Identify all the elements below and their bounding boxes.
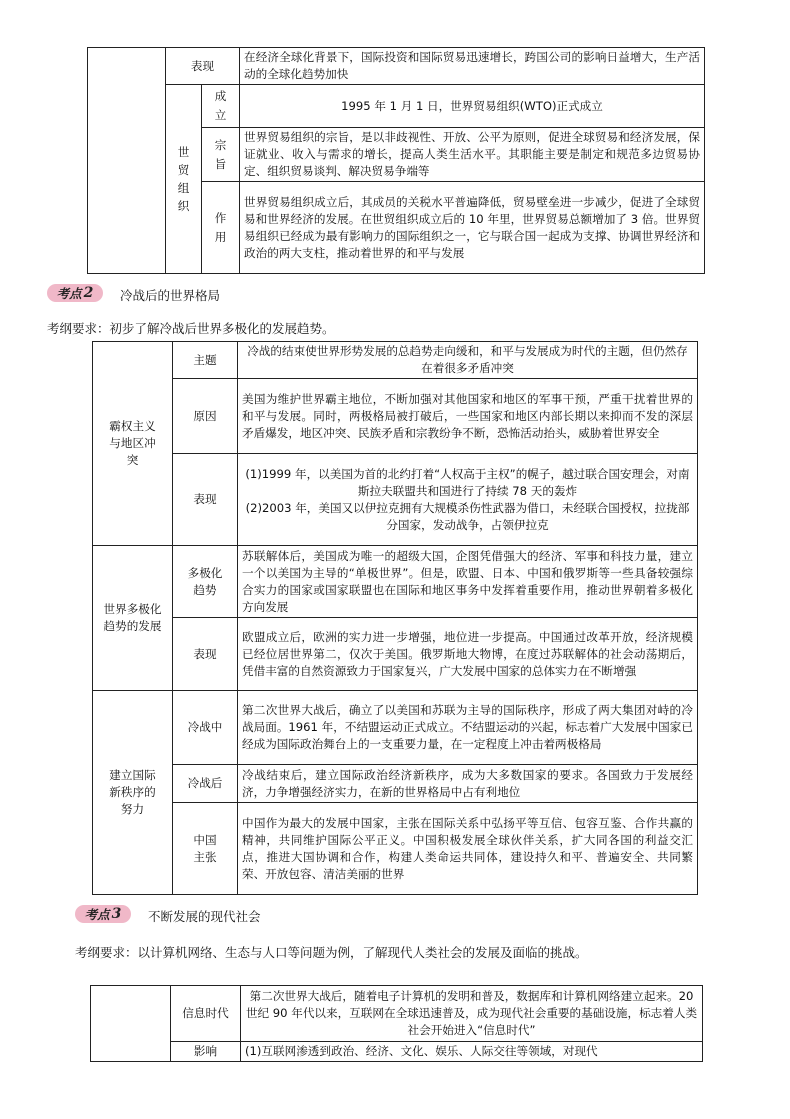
row-label-zuoyong: 作用 <box>202 182 240 274</box>
row-text-hegemony-biaoxian <box>238 454 698 546</box>
row-label-biaoxian: 表现 <box>166 48 240 85</box>
row-label-multipolar-biaoxian: 表现 <box>173 618 238 691</box>
row-label-lengzhanzhong: 冷战中 <box>173 691 238 765</box>
point2-title: 冷战后的世界格局 <box>120 288 221 303</box>
point2-requirement: 考纲要求：初步了解冷战后世界多极化的发展趋势。 <box>47 321 335 336</box>
point3-requirement: 考纲要求：以计算机网络、生态与人口等问题为例，了解现代人类社会的发展及面临的挑战。 <box>75 945 588 960</box>
group-label-new-order: 建立国际新秩序的努力 <box>93 691 173 895</box>
row-text-zuoyong: 世界贸易组织成立后，其成员的关税水平普遍降低，贸易壁垒进一步减少，促进了全球贸易和世界经济的发展。在世贸组织成立后的 10 年里，世界贸易总额增加了 3 倍。世界贸易组织已经成为最有影响力的国际组织之一，它与联合国一起成为支撑、协调世界经济和政治的两大支柱，推动着世界的和平与发展 <box>240 182 705 274</box>
group-label-multipolar: 世界多极化趋势的发展 <box>93 546 173 691</box>
row-label-zhongguozhuzhang: 中国主张 <box>173 803 238 895</box>
point3-badge-num: 3 <box>111 906 122 922</box>
globalization-table <box>87 47 705 274</box>
table3-blank-cell <box>91 986 171 1062</box>
row-label-lengzhanhou: 冷战后 <box>173 765 238 803</box>
row-label-xinxishidai: 信息时代 <box>171 986 241 1042</box>
row-text-lengzhanzhong: 第二次世界大战后，确立了以美国和苏联为主导的国际秩序，形成了两大集团对峙的冷战局面。1961 年，不结盟运动正式成立。不结盟运动的兴起，标志着广大发展中国家已经成为国际政治舞台上的一支重要力量，在一定程度上冲击着两极格局 <box>238 691 698 765</box>
group-label-hegemony: 霸权主义与地区冲突 <box>93 342 173 546</box>
wto-group-label: 世贸组织 <box>166 85 202 274</box>
row-text-zongzhi: 世界贸易组织的宗旨，是以非歧视性、开放、公平为原则，促进全球贸易和经济发展，保证就业、收入与需求的增长，提高人类生活水平。其职能主要是制定和规范多边贸易协定、组织贸易谈判、解决贸易争端等 <box>240 128 705 182</box>
row-label-yingxiang: 影响 <box>171 1042 241 1062</box>
row-text-lengzhanhou: 冷战结束后，建立国际政治经济新秩序，成为大多数国家的要求。各国致力于发展经济，力争增强经济实力，在新的世界格局中占有利地位 <box>238 765 698 803</box>
row-label-zongzhi: 宗旨 <box>202 128 240 182</box>
cold-war-order-table <box>92 341 698 895</box>
row-text-chengli: 1995 年 1 月 1 日，世界贸易组织(WTO)正式成立 <box>240 85 705 128</box>
row-text-xinxishidai: 第二次世界大战后，随着电子计算机的发明和普及，数据库和计算机网络建立起来。20 世纪 90 年代以来，互联网在全球迅速普及，成为现代社会重要的基础设施，标志着人类社会开始进入“信息时代” <box>241 986 703 1042</box>
point2-badge-num: 2 <box>83 285 94 301</box>
point3-badge-text: 考点 <box>84 907 110 922</box>
row-label-yuanyin: 原因 <box>173 379 238 454</box>
point3-badge <box>75 905 131 923</box>
row-label-hegemony-biaoxian: 表现 <box>173 454 238 546</box>
point2-badge <box>47 284 103 302</box>
row-label-chengli: 成立 <box>202 85 240 128</box>
row-text-zhuti: 冷战的结束使世界形势发展的总趋势走向缓和，和平与发展成为时代的主题，但仍然存在着很多矛盾冲突 <box>238 342 698 379</box>
row-label-duojihua: 多极化趋势 <box>173 546 238 618</box>
modern-society-table <box>90 985 703 1062</box>
point3-title: 不断发展的现代社会 <box>148 909 261 924</box>
row-text-biaoxian: 在经济全球化背景下，国际投资和国际贸易迅速增长，跨国公司的影响日益增大，生产活动的全球化趋势加快 <box>240 48 705 85</box>
row-text-duojihua: 苏联解体后，美国成为唯一的超级大国，企图凭借强大的经济、军事和科技力量，建立一个以美国为主导的“单极世界”。但是，欧盟、日本、中国和俄罗斯等一些具备较强综合实力的国家或国家联盟也在国际和地区事务中发挥着重要作用，推动世界朝着多极化方向发展 <box>238 546 698 618</box>
table1-blank-cell <box>88 48 166 274</box>
row-text-yuanyin: 美国为维护世界霸主地位，不断加强对其他国家和地区的军事干预，严重干扰着世界的和平与发展。同时，两极格局被打破后，一些国家和地区内部长期以来抑而不发的深层矛盾爆发，地区冲突、民族矛盾和宗教纷争不断，恐怖活动抬头，威胁着世界安全 <box>238 379 698 454</box>
point2-badge-text: 考点 <box>56 286 82 301</box>
row-text-zhongguozhuzhang: 中国作为最大的发展中国家，主张在国际关系中弘扬平等互信、包容互鉴、合作共赢的精神，共同维护国际公平正义。中国积极发展全球伙伴关系，扩大同各国的利益交汇点，推进大国协调和合作，构建人类命运共同体，建设持久和平、普遍安全、共同繁荣、开放包容、清洁美丽的世界 <box>238 803 698 895</box>
hegemony-item-2: (2)2003 年，美国又以伊拉克拥有大规模杀伤性武器为借口，未经联合国授权，拉拢部分国家，发动战争，占领伊拉克 <box>245 500 690 532</box>
hegemony-item-1: (1)1999 年，以美国为首的北约打着“人权高于主权”的幌子，越过联合国安理会，对南斯拉夫联盟共和国进行了持续 78 天的轰炸 <box>245 466 690 498</box>
row-text-yingxiang: (1)互联网渗透到政治、经济、文化、娱乐、人际交往等领域，对现代 <box>241 1042 703 1062</box>
row-label-zhuti: 主题 <box>173 342 238 379</box>
row-text-multipolar-biaoxian: 欧盟成立后，欧洲的实力进一步增强，地位进一步提高。中国通过改革开放，经济规模已经位居世界第二，仅次于美国。俄罗斯地大物博，在度过苏联解体的社会动荡期后，凭借丰富的自然资源致力于国家复兴，广大发展中国家的总体实力在不断增强 <box>238 618 698 691</box>
